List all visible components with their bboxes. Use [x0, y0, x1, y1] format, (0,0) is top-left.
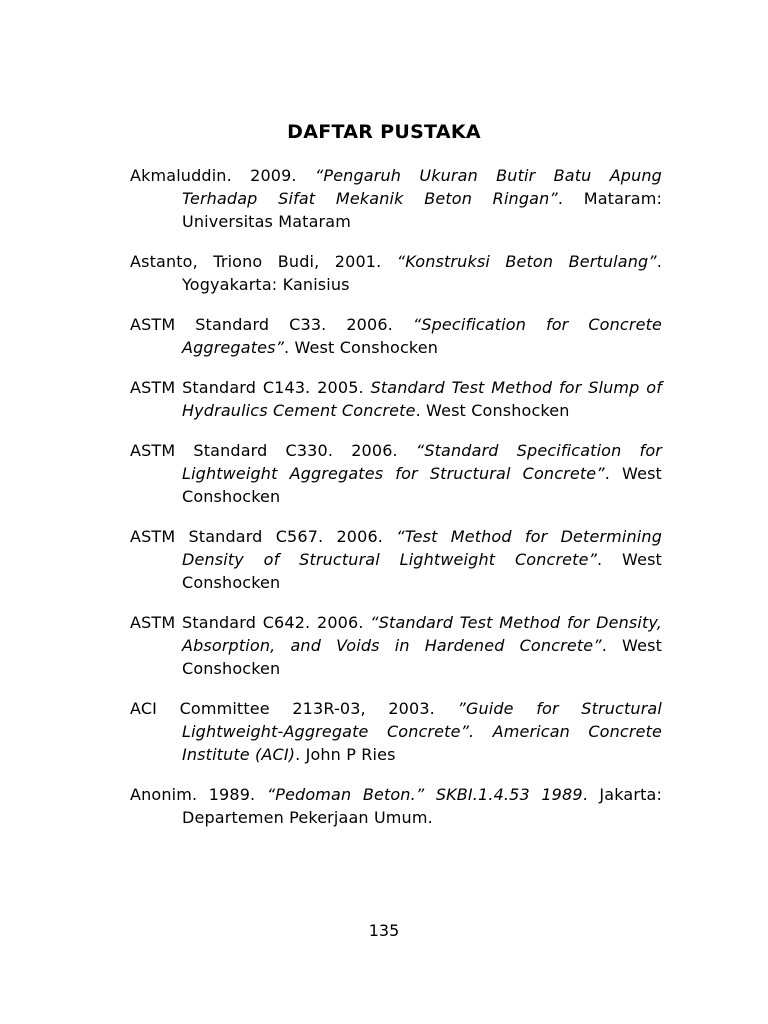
reference-publisher: . West Conshocken	[182, 636, 662, 678]
reference-title: “Standard Specification for Lightweight Aggregates for Structural Concrete”	[182, 441, 662, 483]
reference-author-year: Akmaluddin. 2009.	[130, 166, 315, 185]
reference-astanto	[130, 250, 662, 296]
reference-astm-c33	[130, 313, 662, 359]
reference-title: “Standard Test Method for Density, Absorption, and Voids in Hardened Concrete”	[182, 613, 662, 655]
reference-publisher: . West Conshocken	[284, 338, 439, 357]
reference-author-year: ASTM Standard C143. 2005.	[130, 378, 371, 397]
reference-publisher: . John P Ries	[295, 745, 396, 764]
reference-aci-213r	[130, 697, 662, 766]
reference-title: “Pengaruh Ukuran Butir Batu Apung Terhadap Sifat Mekanik Beton Ringan”	[182, 166, 662, 208]
reference-astm-c330	[130, 439, 662, 508]
page-title: DAFTAR PUSTAKA	[287, 121, 481, 143]
reference-title: “Pedoman Beton.” SKBI.1.4.53 1989	[266, 785, 583, 804]
reference-publisher: . West Conshocken	[182, 550, 662, 592]
reference-astm-c642	[130, 611, 662, 680]
reference-author-year: ASTM Standard C33. 2006.	[130, 315, 413, 334]
reference-author-year: ACI Committee 213R-03, 2003.	[130, 699, 458, 718]
reference-title: “Test Method for Determining Density of Structural Lightweight Concrete”	[182, 527, 662, 569]
reference-author-year: Astanto, Triono Budi, 2001.	[130, 252, 397, 271]
reference-title: “Specification for Concrete Aggregates”	[182, 315, 662, 357]
reference-title: “Konstruksi Beton Bertulang”	[396, 252, 657, 271]
reference-author-year: ASTM Standard C642. 2006.	[130, 613, 371, 632]
reference-publisher: . West Conshocken	[415, 401, 570, 420]
reference-list	[130, 164, 662, 846]
reference-publisher: . Yogyakarta: Kanisius	[182, 252, 662, 294]
reference-author-year: ASTM Standard C567. 2006.	[130, 527, 397, 546]
reference-title: Standard Test Method for Slump of Hydraulics Cement Concrete	[182, 378, 662, 420]
reference-publisher: . West Conshocken	[182, 464, 662, 506]
reference-publisher: . Mataram: Universitas Mataram	[182, 189, 662, 231]
reference-akmaluddin	[130, 164, 662, 233]
reference-author-year: Anonim. 1989.	[130, 785, 267, 804]
reference-anonim	[130, 783, 662, 829]
reference-title: ”Guide for Structural Lightweight-Aggregate Concrete”. American Concrete Institute (ACI)	[182, 699, 662, 764]
reference-astm-c143	[130, 376, 662, 422]
reference-publisher: . Jakarta: Departemen Pekerjaan Umum.	[182, 785, 662, 827]
reference-astm-c567	[130, 525, 662, 594]
page-number: 135	[368, 921, 400, 940]
reference-author-year: ASTM Standard C330. 2006.	[130, 441, 416, 460]
